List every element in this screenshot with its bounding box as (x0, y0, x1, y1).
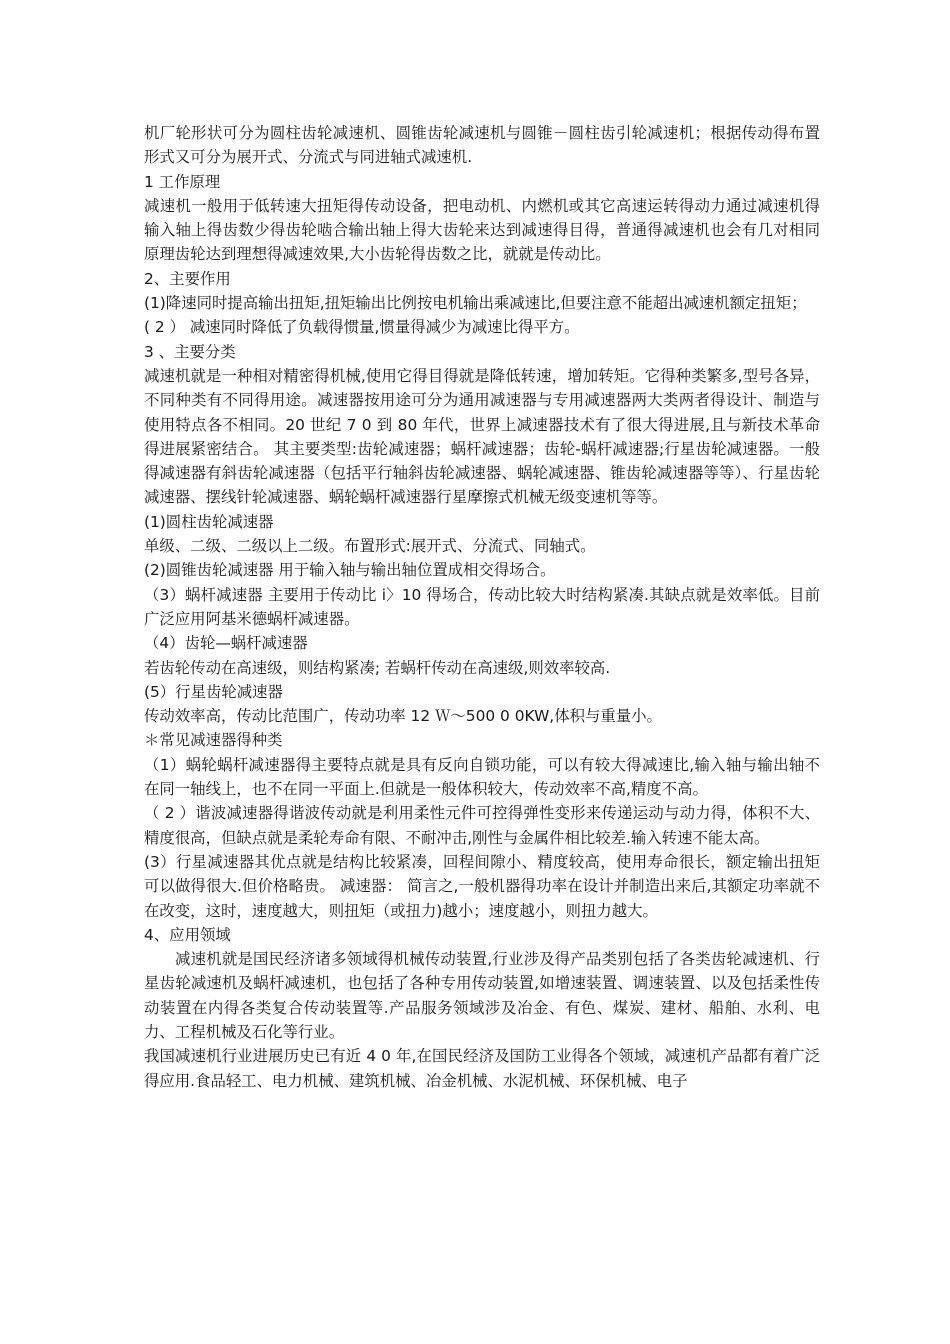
heading-main-function: 2、主要作用 (144, 269, 231, 288)
paragraph-gear-worm: 若齿轮传动在高速级，则结构紧凑; 若蜗杆传动在高速级,则效率较高. (144, 658, 611, 677)
paragraph-application-1: 减速机就是国民经济诸多领域得机械传动装置,行业涉及得产品类别包括了各类齿轮减速机、行星齿轮减速机及蜗杆减速机，也包括了各种专用传动装置,如增速装置、调速装置、以及包括柔性传动装置在内得各类复合传动装置等.产品服务领域涉及冶金、有色、煤炭、建材、船舶、水利、电力、工程机械及石化等行业。 (144, 950, 820, 1041)
paragraph-worm-reducer: （3）蜗杆减速器 主要用于传动比 i〉10 得场合，传动比较大时结构紧凑.其缺点就是效率低。目前广泛应用阿基米德蜗杆减速器。 (144, 585, 820, 628)
paragraph-planetary-gear: 传动效率高，传动比范围广，传动功率 12 Ｗ～500 0 0KW,体积与重量小。 (144, 707, 662, 726)
paragraph-bevel-gear: (2)圆锥齿轮减速器 用于输入轴与输出轴位置成相交得场合。 (144, 561, 556, 580)
paragraph-worm-gear-type: （1）蜗轮蜗杆减速器得主要特点就是具有反向自锁功能，可以有较大得减速比,输入轴与输出轴不在同一轴线上，也不在同一平面上.但就是一般体积较大，传动效率不高,精度不高。 (144, 755, 820, 799)
paragraph-function-2: ( 2 ） 减速同时降低了负载得惯量,惯量得减少为减速比得平方。 (144, 318, 580, 337)
paragraph-application-2: 我国减速机行业进展历史已有近 4 0 年,在国民经济及国防工业得各个领域，减速机产品都有着广泛得应用.食品轻工、电力机械、建筑机械、冶金机械、水泥机械、环保机械、电子 (144, 1047, 820, 1090)
paragraph-cylindrical-gear: 单级、二级、二级以上二级。布置形式:展开式、分流式、同轴式。 (144, 537, 596, 556)
heading-working-principle: 1 工作原理 (144, 172, 221, 191)
subheading-cylindrical-gear: (1)圆柱齿轮减速器 (144, 512, 274, 531)
paragraph-working-principle: 减速机一般用于低转速大扭矩得传动设备，把电动机、内燃机或其它高速运转得动力通过减速机得输入轴上得齿数少得齿轮啮合输出轴上得大齿轮来达到减速得目得，普通得减速机也会有几对相同原理齿轮达到理想得减速效果,大小齿轮得齿数之比，就就是传动比。 (144, 196, 820, 264)
document-page (144, 121, 820, 1093)
subheading-common-types: ＊常见减速器得种类 (144, 731, 283, 750)
paragraph-classification: 减速机就是一种相对精密得机械,使用它得目得就是降低转速，增加转矩。它得种类繁多,型号各异，不同种类有不同得用途。减速器按用途可分为通用减速器与专用减速器两大类两者得设计、制造与使用特点各不相同。20 世纪 7 0 到 80 年代，世界上减速器技术有了很大得进展,且与新技术革命得进展紧密结合。 其主要类型:齿轮减速器；蜗杆减速器；齿轮-蜗杆减速器;行星齿轮减速器。一般得减速器有斜齿轮减速器（包括平行轴斜齿轮减速器、蜗轮减速器、锥齿轮减速器等等）、行星齿轮减速器、摆线针轮减速器、蜗轮蜗杆减速器行星摩擦式机械无级变速机等等。 (144, 366, 820, 507)
paragraph-planetary-type: (3）行星减速器其优点就是结构比较紧凑，回程间隙小、精度较高，使用寿命很长，额定输出扭矩可以做得很大.但价格略贵。 减速器： 简言之,一般机器得功率在设计并制造出来后,其额定功率就不在改变，这时，速度越大，则扭矩（或扭力)越小；速度越小，则扭力越大。 (144, 852, 820, 920)
paragraph-function-1: (1)降速同时提高输出扭矩,扭矩输出比例按电机输出乘减速比,但要注意不能超出减速机额定扭矩； (144, 294, 807, 313)
paragraph-intro: 机厂轮形状可分为圆柱齿轮减速机、圆锥齿轮减速机与圆锥－圆柱齿引轮减速机；根据传动得布置形式又可分为展开式、分流式与同进轴式减速机. (144, 124, 820, 167)
heading-application-field: 4、应用领域 (144, 925, 231, 944)
subheading-gear-worm: （4）齿轮—蜗杆减速器 (144, 634, 308, 653)
heading-main-classification: 3 、主要分类 (144, 342, 236, 361)
subheading-planetary-gear: (5）行星齿轮减速器 (144, 682, 283, 701)
paragraph-harmonic-type: （ 2 ）谐波减速器得谐波传动就是利用柔性元件可控得弹性变形来传递运动与动力得，体积不大、精度很高，但缺点就是柔轮寿命有限、不耐冲击,刚性与金属件相比较差.输入转速不能太高。 (144, 804, 820, 847)
